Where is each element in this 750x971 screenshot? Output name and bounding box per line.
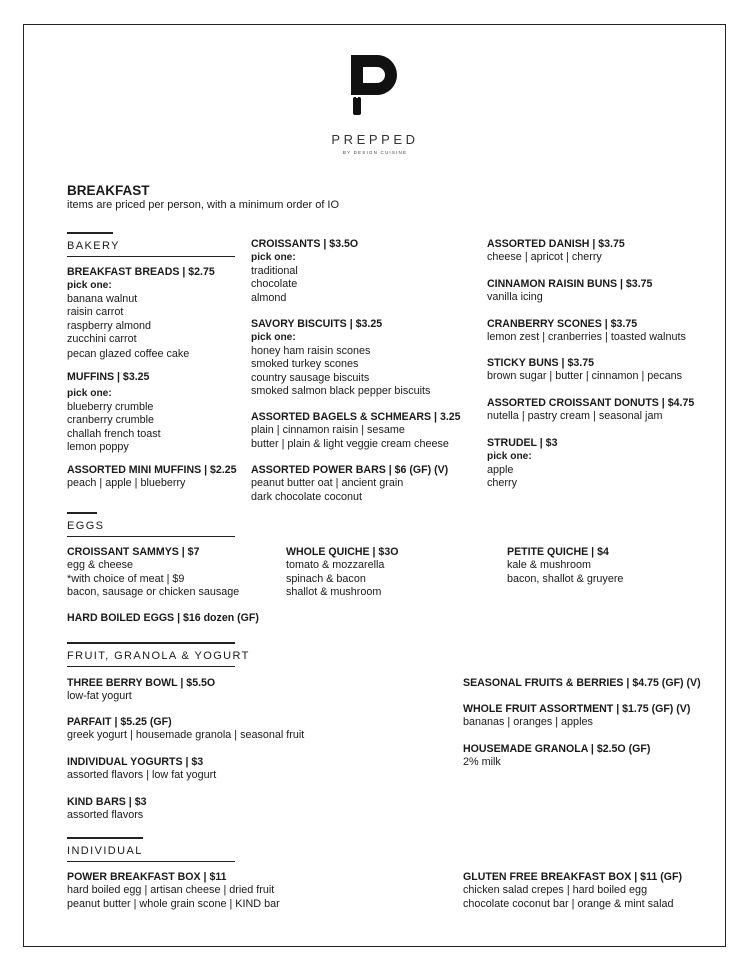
menu-item-strudel bbox=[487, 437, 557, 491]
item-description: smoked turkey scones bbox=[251, 358, 359, 371]
section-underline bbox=[67, 861, 235, 862]
item-heading: ASSORTED BAGELS & SCHMEARS | 3.25 bbox=[251, 411, 461, 423]
prepped-logo-icon bbox=[351, 55, 399, 117]
item-description: dark chocolate coconut bbox=[251, 490, 363, 503]
item-heading: THREE BERRY BOWL | $5.5O bbox=[67, 677, 216, 689]
menu-item-croissant-sammys bbox=[67, 546, 239, 600]
item-heading: POWER BREAKFAST BOX | $11 bbox=[67, 871, 227, 883]
item-description: smoked salmon black pepper biscuits bbox=[251, 385, 431, 398]
item-description: raspberry almond bbox=[67, 319, 152, 332]
brand-tagline: BY DESIGN CUISINE bbox=[342, 150, 408, 155]
item-description: traditional bbox=[251, 264, 298, 277]
menu-item-cranberry-scones bbox=[487, 318, 686, 345]
item-description: assorted flavors bbox=[67, 809, 144, 822]
section-top-bar bbox=[67, 232, 113, 234]
item-pick-label: pick one: bbox=[67, 388, 112, 400]
menu-item-croissant-donuts bbox=[487, 397, 694, 424]
page-subtitle: items are priced per person, with a minimum order of IO bbox=[67, 199, 340, 211]
item-heading: MUFFINS | $3.25 bbox=[67, 371, 150, 383]
menu-item-three-berry-bowl bbox=[67, 677, 215, 704]
item-description: tomato & mozzarella bbox=[286, 559, 385, 572]
item-pick-label: pick one: bbox=[67, 280, 112, 292]
item-description: cheese | apricot | cherry bbox=[487, 251, 602, 264]
item-heading: KIND BARS | $3 bbox=[67, 796, 147, 808]
section-individual bbox=[67, 837, 143, 862]
item-description: vanilla icing bbox=[487, 291, 543, 304]
item-heading: CROISSANT SAMMYS | $7 bbox=[67, 546, 200, 558]
menu-item-power-bars bbox=[251, 464, 448, 504]
menu-item-power-breakfast-box bbox=[67, 871, 280, 911]
section-top-bar bbox=[67, 512, 97, 514]
brand-name: PREPPED bbox=[331, 132, 419, 147]
item-description: almond bbox=[251, 291, 287, 304]
item-description: butter | plain & light veggie cream cheese bbox=[251, 437, 449, 450]
menu-item-hard-boiled-eggs bbox=[67, 612, 259, 625]
item-description: cranberry crumble bbox=[67, 414, 155, 427]
item-heading: INDIVIDUAL YOGURTS | $3 bbox=[67, 756, 204, 768]
item-heading: PETITE QUICHE | $4 bbox=[507, 546, 609, 558]
item-description: honey ham raisin scones bbox=[251, 344, 371, 357]
item-heading: ASSORTED DANISH | $3.75 bbox=[487, 238, 625, 250]
item-description: brown sugar | butter | cinnamon | pecans bbox=[487, 370, 683, 383]
item-description: country sausage biscuits bbox=[251, 371, 370, 384]
menu-item-muffins bbox=[67, 371, 161, 454]
item-description: kale & mushroom bbox=[507, 559, 592, 572]
section-top-bar bbox=[67, 837, 143, 839]
item-pick-label: pick one: bbox=[251, 332, 296, 344]
menu-item-whole-fruit bbox=[463, 703, 690, 730]
section-bakery bbox=[67, 232, 120, 257]
item-description: low-fat yogurt bbox=[67, 690, 132, 703]
menu-item-housemade-granola bbox=[463, 743, 650, 770]
item-heading: STICKY BUNS | $3.75 bbox=[487, 357, 594, 369]
item-heading: GLUTEN FREE BREAKFAST BOX | $11 (GF) bbox=[463, 871, 682, 883]
item-heading: HARD BOILED EGGS | $16 dozen (GF) bbox=[67, 612, 259, 624]
item-heading: ASSORTED MINI MUFFINS | $2.25 bbox=[67, 464, 237, 476]
section-top-bar bbox=[67, 642, 235, 644]
item-description: chicken salad crepes | hard boiled egg bbox=[463, 884, 648, 897]
section-label: INDIVIDUAL bbox=[67, 845, 143, 857]
item-heading: ASSORTED POWER BARS | $6 (GF) (V) bbox=[251, 464, 449, 476]
menu-item-petite-quiche bbox=[507, 546, 623, 586]
item-heading: CRANBERRY SCONES | $3.75 bbox=[487, 318, 638, 330]
menu-item-breakfast-breads bbox=[67, 266, 215, 362]
item-heading: WHOLE FRUIT ASSORTMENT | $1.75 (GF) (V) bbox=[463, 703, 691, 715]
section-label: EGGS bbox=[67, 520, 105, 532]
item-pick-label: pick one: bbox=[251, 252, 296, 264]
item-description: chocolate coconut bar | orange & mint salad bbox=[463, 897, 674, 910]
menu-item-kind-bars bbox=[67, 796, 147, 823]
item-description: bacon, sausage or chicken sausage bbox=[67, 586, 240, 599]
section-underline bbox=[67, 666, 235, 667]
menu-item-cinnamon-buns bbox=[487, 278, 652, 305]
item-description: raisin carrot bbox=[67, 306, 124, 319]
section-label: FRUIT, GRANOLA & YOGURT bbox=[67, 650, 250, 662]
item-description: hard boiled egg | artisan cheese | dried fruit bbox=[67, 884, 275, 897]
item-heading: CINNAMON RAISIN BUNS | $3.75 bbox=[487, 278, 653, 290]
item-heading: CROISSANTS | $3.5O bbox=[251, 238, 359, 250]
menu-item-savory-biscuits bbox=[251, 318, 430, 398]
menu-item-mini-muffins bbox=[67, 464, 237, 491]
item-description: plain | cinnamon raisin | sesame bbox=[251, 424, 405, 437]
item-description: chocolate bbox=[251, 278, 298, 291]
menu-item-danish bbox=[487, 238, 625, 265]
item-description: peach | apple | blueberry bbox=[67, 477, 186, 490]
item-description: 2% milk bbox=[463, 756, 501, 769]
item-description: egg & cheese bbox=[67, 559, 134, 572]
item-heading: SAVORY BISCUITS | $3.25 bbox=[251, 318, 383, 330]
item-description: apple bbox=[487, 463, 514, 476]
item-description: peanut butter | whole grain scone | KIND bar bbox=[67, 897, 280, 910]
section-underline bbox=[67, 536, 235, 537]
page-title: BREAKFAST bbox=[67, 183, 150, 198]
menu-item-individual-yogurts bbox=[67, 756, 216, 783]
item-pick-label: pick one: bbox=[487, 451, 532, 463]
item-description: nutella | pastry cream | seasonal jam bbox=[487, 410, 663, 423]
item-description: assorted flavors | low fat yogurt bbox=[67, 769, 217, 782]
item-description: challah french toast bbox=[67, 427, 161, 440]
item-description: zucchini carrot bbox=[67, 333, 137, 346]
menu-item-parfait bbox=[67, 716, 304, 743]
item-heading: PARFAIT | $5.25 (GF) bbox=[67, 716, 172, 728]
item-heading: STRUDEL | $3 bbox=[487, 437, 558, 449]
item-description: greek yogurt | housemade granola | seasonal fruit bbox=[67, 729, 305, 742]
item-heading: SEASONAL FRUITS & BERRIES | $4.75 (GF) (V) bbox=[463, 677, 701, 689]
section-eggs bbox=[67, 512, 105, 537]
item-description: lemon zest | cranberries | toasted walnuts bbox=[487, 331, 686, 344]
menu-item-bagels bbox=[251, 411, 461, 451]
item-heading: ASSORTED CROISSANT DONUTS | $4.75 bbox=[487, 397, 695, 409]
item-description: peanut butter oat | ancient grain bbox=[251, 477, 404, 490]
item-heading: BREAKFAST BREADS | $2.75 bbox=[67, 266, 215, 278]
item-description: shallot & mushroom bbox=[286, 586, 382, 599]
item-description: blueberry crumble bbox=[67, 400, 154, 413]
menu-item-gluten-free-box bbox=[463, 871, 682, 911]
section-fruit-granola-yogurt bbox=[67, 642, 250, 667]
item-description: pecan glazed coffee cake bbox=[67, 348, 190, 361]
item-description: banana walnut bbox=[67, 292, 138, 305]
item-description: spinach & bacon bbox=[286, 572, 366, 585]
menu-item-croissants bbox=[251, 238, 358, 305]
menu-item-seasonal-fruits bbox=[463, 677, 701, 690]
item-description: bacon, shallot & gruyere bbox=[507, 572, 624, 585]
section-underline bbox=[67, 256, 235, 257]
item-description: cherry bbox=[487, 477, 517, 490]
item-heading: WHOLE QUICHE | $3O bbox=[286, 546, 399, 558]
item-description: bananas | oranges | apples bbox=[463, 716, 593, 729]
item-heading: HOUSEMADE GRANOLA | $2.5O (GF) bbox=[463, 743, 651, 755]
item-description: *with choice of meat | $9 bbox=[67, 572, 185, 585]
section-label: BAKERY bbox=[67, 240, 120, 252]
item-description: lemon poppy bbox=[67, 441, 129, 454]
menu-item-whole-quiche bbox=[286, 546, 398, 600]
menu-item-sticky-buns bbox=[487, 357, 682, 384]
